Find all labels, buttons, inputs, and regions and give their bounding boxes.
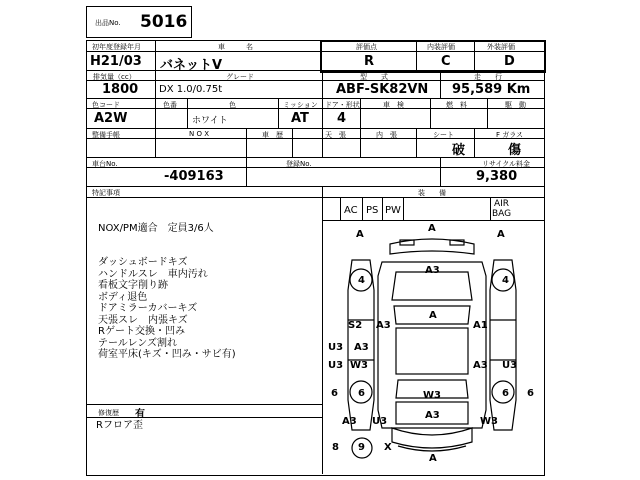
grade-value: DX 1.0/0.75t [159,84,223,95]
dmg-a3-left2: A3 [354,342,369,353]
manual-label: 整備手帳 [92,131,120,139]
notes-item: ハンドルスレ 車内汚れ [98,268,208,280]
dmg-a-fr: A [497,229,505,240]
dmg-8: 8 [332,442,339,453]
equipment-label: 装 備 [418,189,446,197]
dmg-6-left: 6 [331,388,338,399]
exterior-value: D [504,54,515,69]
color-code-value: A2W [94,111,128,126]
equip-pw: PW [385,205,401,216]
dmg-w3-left: W3 [350,360,368,371]
dmg-a1: A1 [473,320,488,331]
equip-ac: AC [344,205,358,216]
dmg-w3-rear: W3 [423,390,441,401]
registration-label: 登録No. [286,160,312,168]
notes-item: 荷室平床(キズ・凹み・サビ有) [98,349,236,360]
dmg-a-top: A [428,223,436,234]
dmg-hood: A3 [425,265,440,276]
notes-item: ダッシュボードキズ [98,257,188,268]
f-glass-label: F ガラス [496,131,524,139]
interior-stretch-label: 内 張 [376,131,397,139]
dmg-a3-rear: A3 [425,410,440,421]
notes-item: ドアミラーカバーキズ [98,303,198,314]
notes-item: ボディ退色 [98,291,148,303]
dmg-a3-right2: U3 [502,360,518,371]
mileage-label: 走 行 [474,73,502,81]
notes-item: Rゲート交換・凹み [98,326,185,337]
mileage-value: 95,589 Km [452,82,531,97]
mission-label: ミッション [283,101,318,109]
dmg-u3-left2: U3 [328,360,344,371]
fuel-label: 燃 料 [446,101,467,109]
dmg-a-fl: A [356,229,364,240]
seat-label: シート [433,131,454,139]
dmg-u3-bl: U3 [372,416,388,427]
dmg-6-wheel-rr: 6 [502,388,509,399]
mission-value: AT [291,111,309,126]
equip-ps: PS [366,205,379,216]
year-value: H21/03 [90,54,142,69]
dmg-a3-right: A3 [473,360,488,371]
dmg-wheel-fl: 4 [358,275,365,286]
nox-label: N O X [189,130,209,138]
color-no-label: 色番 [163,101,177,109]
front-bumper-shape [390,239,474,254]
chassis-value: -409163 [164,169,224,184]
f-glass-value: 傷 [508,143,522,158]
lot-label: 出品No. [95,19,121,27]
interior-stretch-value: 破 [452,143,466,158]
model-label: 車 名 [218,43,253,51]
notes-item: 看板文字削り跡 [98,280,168,291]
grade-label: グレード [226,73,254,81]
chassis-label: 車台No. [92,160,118,168]
lot-number: 5016 [140,12,188,32]
type-value: ABF-SK82VN [336,82,429,97]
displacement-value: 1800 [102,82,139,97]
dmg-s2: S2 [348,320,363,331]
doors-label: ドア・形状 [325,101,360,109]
dmg-x: X [384,442,392,453]
interior-value: C [441,54,451,69]
doors-value: 4 [337,111,347,126]
drive-label: 駆 動 [505,101,526,109]
model-value: バネットV [160,58,223,73]
notes-label: 特記事項 [92,189,120,197]
recycle-label: リサイクル料金 [482,160,531,168]
sunroof-label: 天 張 [325,131,346,139]
repair-label: 修復歴 [98,409,119,417]
interior-label: 内装評価 [427,43,455,51]
rear-bumper-shape [392,428,472,448]
notes-nox: NOX/PM適合 定員3/6人 [98,223,214,234]
inspection-label: 車 検 [383,101,404,109]
history-label: 車 歴 [262,131,283,139]
color-value: ホワイト [192,116,228,126]
dmg-6-right: 6 [527,388,534,399]
score-value: R [364,54,375,69]
hood-panel [392,272,472,300]
dmg-wheel-fr: 4 [502,275,509,286]
dmg-a3-left: A3 [376,320,391,331]
recycle-value: 9,380 [476,169,518,184]
repair-value: 有 [135,409,145,420]
type-label: 型 式 [360,73,388,81]
equip-air: AIR [494,199,510,209]
dmg-w3-br: W3 [480,416,498,427]
color-label: 色 [229,101,236,109]
equip-bag: BAG [492,209,512,219]
dmg-9-spare: 9 [358,442,365,453]
score-label: 評価点 [356,43,377,51]
color-code-label: 色コード [92,101,120,109]
dmg-6-wheel-rl: 6 [358,388,365,399]
dmg-u3-left: U3 [328,342,344,353]
notes-list [98,257,236,361]
dmg-a3-bl: A3 [342,416,357,427]
dmg-a-bottom: A [429,453,437,464]
displacement-label: 排気量（cc） [93,73,136,81]
notes-item: テールレンズ割れ [98,337,177,349]
repair-detail: Rフロア歪 [96,420,143,431]
year-label: 初年度登録年月 [92,43,141,51]
dmg-roof: A [429,310,437,321]
roof-panel [396,328,468,374]
exterior-label: 外装評価 [487,43,515,51]
notes-item: 天張スレ 内張キズ [98,314,188,326]
